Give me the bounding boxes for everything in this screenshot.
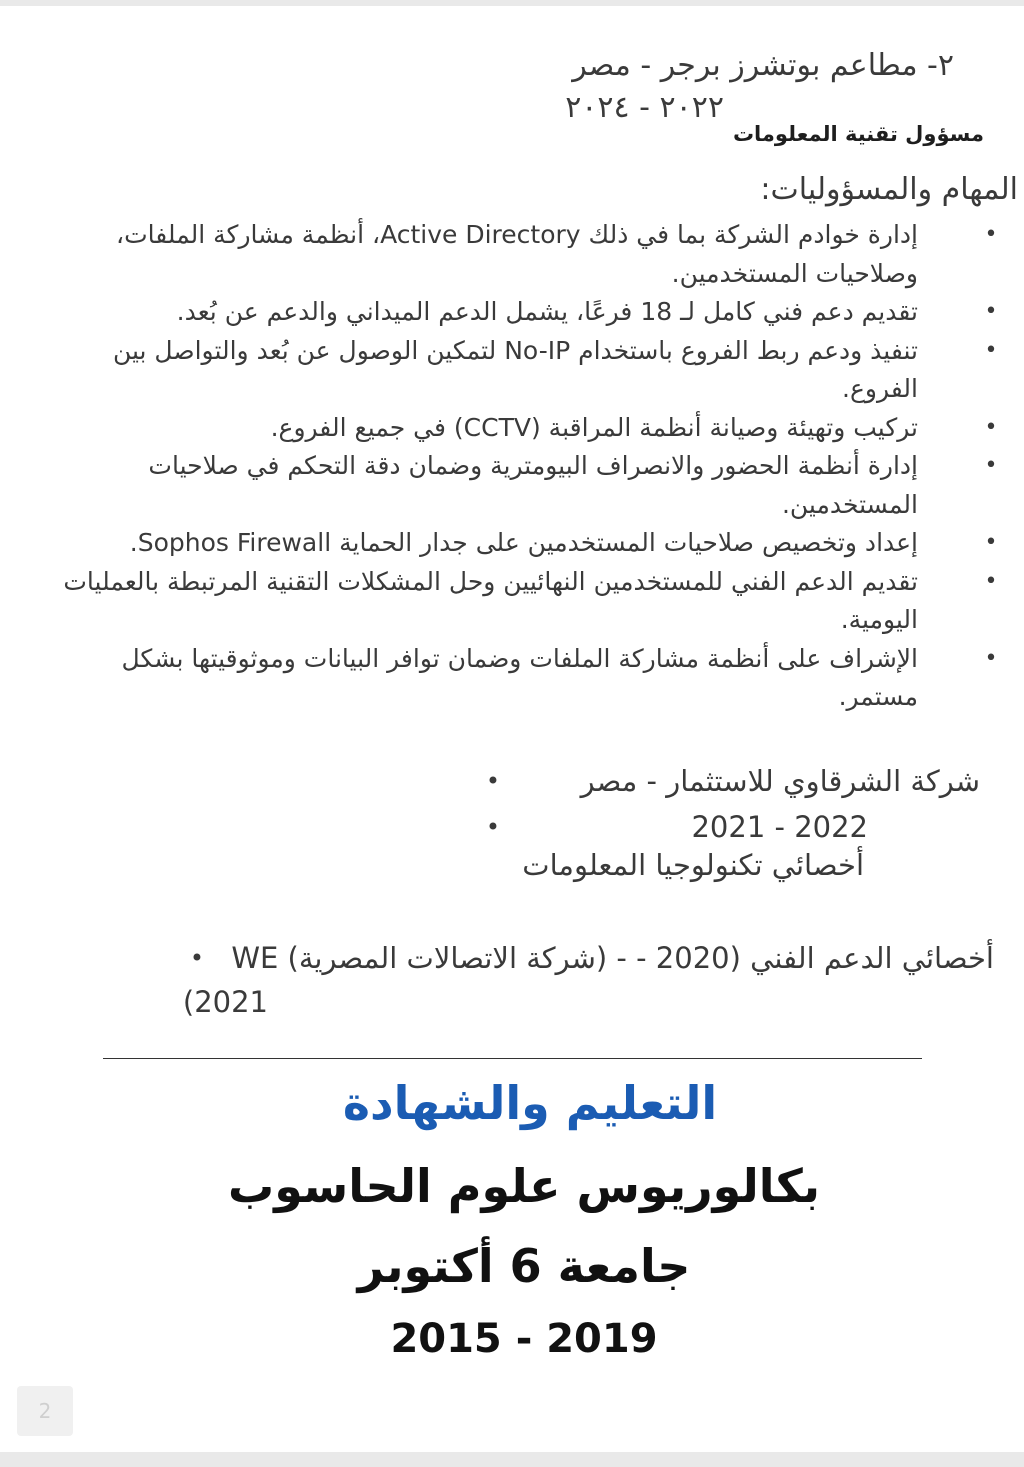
duty-text: إدارة خوادم الشركة بما في ذلك Active Directory، أنظمة مشاركة الملفات، وصلاحيات المستخدمين.	[116, 220, 918, 288]
duty-text: الإشراف على أنظمة مشاركة الملفات وضمان توافر البيانات وموثوقيتها بشكل مستمر.	[121, 643, 918, 711]
job2-dates-row	[460, 804, 980, 850]
bullet-icon: •	[485, 813, 500, 841]
list-item	[40, 332, 998, 409]
duties-list	[40, 216, 998, 717]
job2-block	[460, 758, 980, 850]
bullet-icon: •	[984, 414, 998, 440]
job3-line-continued: (2021	[182, 985, 268, 1019]
bullet-icon: •	[485, 767, 500, 795]
education-years: 2015 - 2019	[390, 1316, 658, 1362]
bullet-icon: •	[189, 944, 204, 972]
list-item	[40, 447, 998, 524]
duty-text: تقديم دعم فني كامل لـ 18 فرعًا، يشمل الدعم الميداني والدعم عن بُعد.	[176, 297, 918, 326]
job-role: مسؤول تقنية المعلومات	[732, 122, 984, 146]
job2-role: أخصائي تكنولوجيا المعلومات	[522, 848, 864, 882]
job-heading: ٢- مطاعم بوتشرز برجر - مصر	[572, 48, 954, 83]
list-item	[40, 640, 998, 717]
duty-text: إدارة أنظمة الحضور والانصراف البيومترية وضمان دقة التحكم في صلاحيات المستخدمين.	[148, 451, 918, 519]
bullet-icon: •	[984, 337, 998, 363]
bullet-icon: •	[984, 299, 998, 324]
bullet-icon: •	[984, 453, 998, 478]
document-page	[0, 6, 1024, 1452]
list-item	[40, 409, 998, 448]
duty-text: تنفيذ ودعم ربط الفروع باستخدام No-IP لتمكين الوصول عن بُعد والتواصل بين الفروع.	[112, 335, 918, 403]
duty-text: تقديم الدعم الفني للمستخدمين النهائيين وحل المشكلات التقنية المرتبطة بالعمليات اليومية.	[63, 566, 918, 634]
page-number-badge[interactable]: 2	[17, 1386, 73, 1436]
education-degree: بكالوريوس علوم الحاسوب	[227, 1159, 821, 1213]
list-item	[40, 293, 998, 332]
duty-text: تركيب وتهيئة وصيانة أنظمة المراقبة (CCTV) في جميع الفروع.	[270, 412, 918, 442]
section-divider	[103, 1058, 922, 1059]
education-title: التعليم والشهادة	[342, 1076, 718, 1130]
bullet-icon: •	[984, 645, 998, 671]
job-dates: ٢٠٢٢ - ٢٠٢٤	[565, 90, 724, 125]
education-university: جامعة 6 أكتوبر	[357, 1239, 691, 1293]
list-item	[40, 563, 998, 640]
job2-dates: 2021 - 2022	[691, 810, 868, 844]
bullet-icon: •	[984, 568, 998, 594]
bullet-icon: •	[984, 222, 998, 247]
list-item	[40, 524, 998, 563]
job2-company: شركة الشرقاوي للاستثمار - مصر	[580, 764, 980, 798]
bullet-icon: •	[984, 530, 998, 555]
list-item	[40, 216, 998, 293]
job3-line: أخصائي الدعم الفني (2020 - - (شركة الاتصالات المصرية) WE	[231, 941, 994, 975]
duties-title: المهام والمسؤوليات:	[760, 172, 1018, 207]
duty-text: إعداد وتخصيص صلاحيات المستخدمين على جدار الحماية Sophos Firewall.	[129, 528, 918, 557]
job2-company-row	[460, 758, 980, 804]
